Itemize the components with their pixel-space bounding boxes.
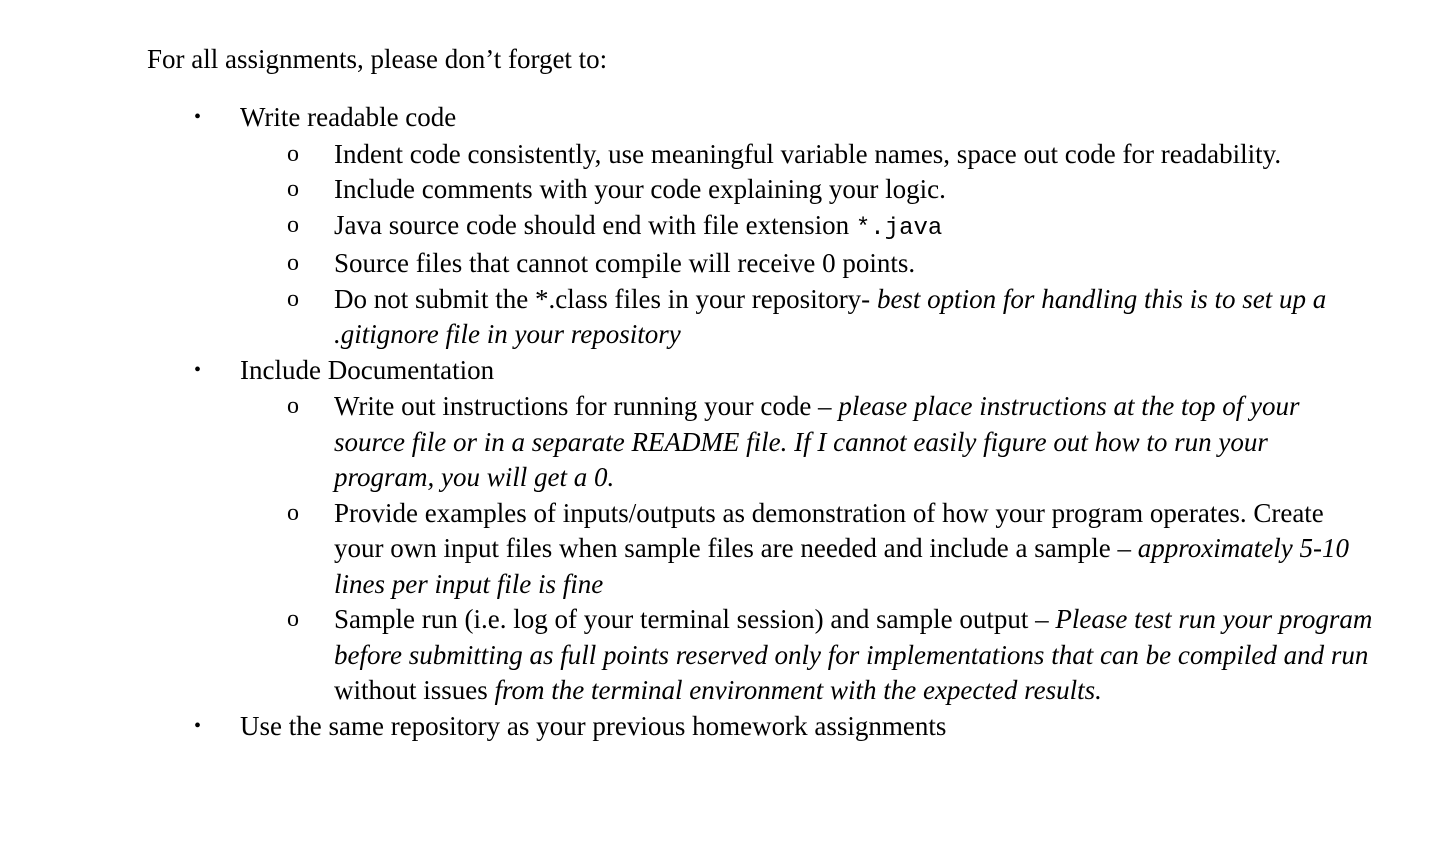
sub-item-italic-note: best option for handling this is to set up a .gitignore file in your repository xyxy=(334,283,1327,349)
sub-item-text: Indent code consistently, use meaningful variable names, space out code for readability. xyxy=(334,138,1282,169)
sub-item-italic-note: please place instructions at the top of your source file or in a separate README file. If I cannot easily figure out how to run your program, you will get a 0. xyxy=(334,391,1300,492)
sub-item-text: Java source code should end with file extension xyxy=(334,209,856,240)
sub-item xyxy=(240,172,1374,208)
circle-bullet-icon: o xyxy=(287,211,299,238)
sub-item-text: Provide examples of inputs/outputs as demonstration of how your program operates. Create your own input files when sample files are needed and include a sample – xyxy=(334,497,1324,563)
circle-bullet-icon: o xyxy=(287,393,299,419)
circle-bullet-icon: o xyxy=(287,606,299,632)
sublist-documentation xyxy=(240,389,1432,709)
circle-bullet-icon: o xyxy=(287,176,299,202)
sub-item-italic-note: approximately 5-10 lines per input file is fine xyxy=(334,533,1349,599)
sub-item-italic-note-end: from the terminal environment with the expected results. xyxy=(494,675,1102,705)
bullet-icon: • xyxy=(194,358,202,381)
sub-item-italic-note: Please test run your program before submitting as full points reserved only for implementations that can be compiled and run xyxy=(334,604,1373,670)
sub-item xyxy=(240,496,1374,603)
sub-item xyxy=(240,602,1374,709)
intro-text: For all assignments, please don’t forget to: xyxy=(147,44,608,74)
file-extension-code: *.java xyxy=(855,214,943,242)
section-title: Write readable code xyxy=(240,102,457,132)
sub-item-text: Do not submit the *.class files in your repository- xyxy=(334,283,877,314)
sub-item-text: Write out instructions for running your code – xyxy=(334,391,839,421)
sub-item-text: Source files that cannot compile will receive 0 points. xyxy=(334,248,916,278)
sub-item xyxy=(240,208,1374,247)
circle-bullet-icon: o xyxy=(287,140,299,167)
sublist-readable-code xyxy=(240,137,1432,353)
section-title: Include Documentation xyxy=(240,354,495,385)
list-item-same-repository xyxy=(0,709,1432,745)
requirements-list xyxy=(0,100,1432,744)
sub-item xyxy=(240,246,1374,282)
bullet-icon: • xyxy=(194,106,202,128)
circle-bullet-icon: o xyxy=(287,285,299,312)
bullet-icon: • xyxy=(194,714,202,737)
list-item-documentation xyxy=(0,353,1432,709)
sub-item-text: Sample run (i.e. log of your terminal session) and sample output – xyxy=(334,604,1056,634)
sub-item xyxy=(240,137,1374,173)
section-title: Use the same repository as your previous homework assignments xyxy=(240,710,947,741)
sub-item-text: Include comments with your code explaining your logic. xyxy=(334,174,946,204)
sub-item-text-tail: without issues xyxy=(334,675,495,705)
circle-bullet-icon: o xyxy=(287,250,299,276)
circle-bullet-icon: o xyxy=(287,499,299,526)
sub-item xyxy=(240,282,1374,353)
sub-item xyxy=(240,389,1374,496)
list-item-readable-code xyxy=(0,100,1432,353)
